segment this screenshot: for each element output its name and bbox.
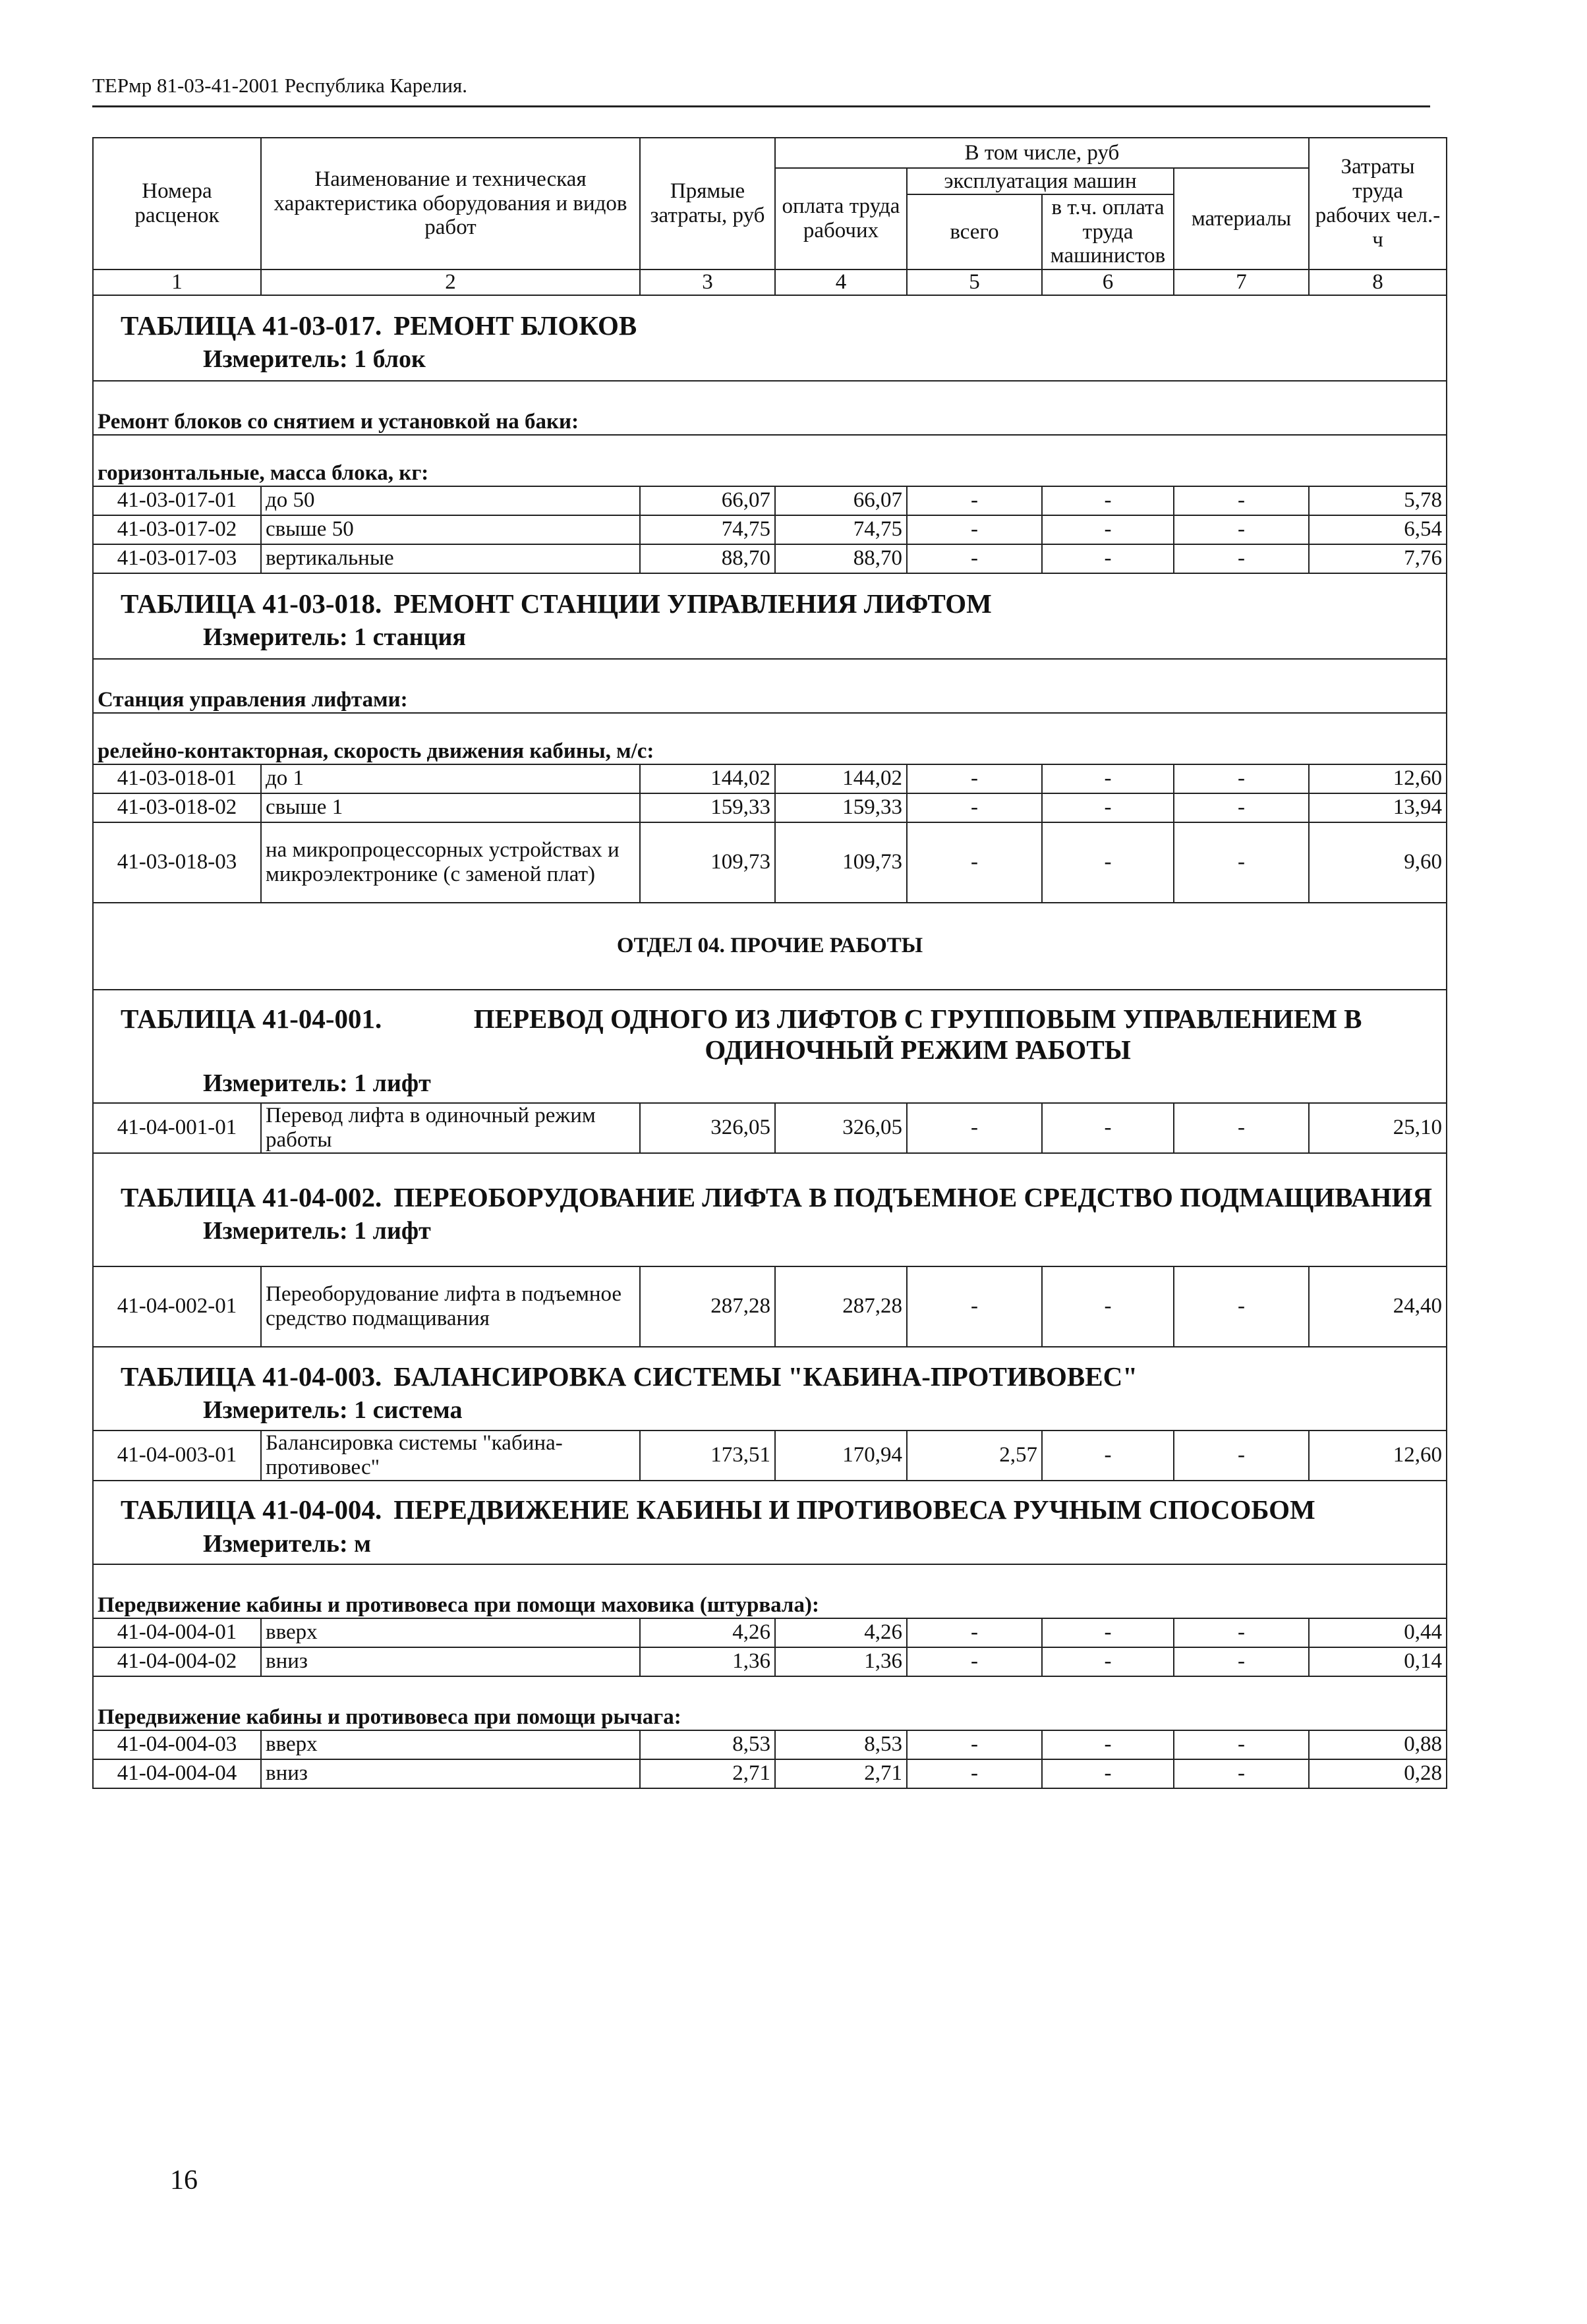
col-machines-header: эксплуатация машин	[907, 168, 1174, 194]
table-title: БАЛАНСИРОВКА СИСТЕМЫ "КАБИНА-ПРОТИВОВЕС"	[393, 1361, 1138, 1392]
work-name: свыше 50	[261, 515, 640, 544]
operator-wages: -	[1042, 515, 1174, 544]
unit-of-measure: Измеритель: 1 лифт	[203, 1217, 431, 1245]
table-row	[93, 486, 1447, 515]
table-row	[93, 1103, 1447, 1153]
machines-cost: -	[907, 764, 1042, 793]
unit-of-measure: Измеритель: м	[203, 1529, 372, 1558]
table-row	[93, 1266, 1447, 1347]
operator-wages: -	[1042, 544, 1174, 573]
wages-cost: 88,70	[775, 544, 907, 573]
operator-wages: -	[1042, 1730, 1174, 1759]
column-number-row	[93, 269, 1447, 295]
materials-cost: -	[1174, 1647, 1309, 1676]
table-row	[93, 793, 1447, 822]
rate-code: 41-04-003-01	[93, 1431, 261, 1481]
table-row	[93, 822, 1447, 903]
operator-wages: -	[1042, 1266, 1174, 1347]
price-table	[92, 137, 1447, 1789]
unit-of-measure: Измеритель: 1 блок	[203, 345, 426, 374]
labor-hours: 12,60	[1309, 764, 1447, 793]
table-label: ТАБЛИЦА 41-04-002.	[121, 1182, 382, 1213]
table-title: ПЕРЕОБОРУДОВАНИЕ ЛИФТА В ПОДЪЕМНОЕ СРЕДСТВО ПОДМАЩИВАНИЯ	[393, 1182, 1433, 1213]
direct-cost: 173,51	[640, 1431, 775, 1481]
subsection-heading: Станция управления лифтами:	[93, 659, 1447, 713]
labor-hours: 0,14	[1309, 1647, 1447, 1676]
materials-cost: -	[1174, 486, 1309, 515]
machines-cost: -	[907, 1266, 1042, 1347]
subsection-heading: Ремонт блоков со снятием и установкой на баки:	[93, 381, 1447, 435]
work-name: свыше 1	[261, 793, 640, 822]
unit-of-measure: Измеритель: 1 система	[203, 1396, 463, 1424]
machines-cost: -	[907, 793, 1042, 822]
table-row	[93, 544, 1447, 573]
table-title-block	[93, 295, 1447, 381]
operator-wages: -	[1042, 1431, 1174, 1481]
labor-hours: 7,76	[1309, 544, 1447, 573]
table-label: ТАБЛИЦА 41-03-018.	[121, 588, 382, 619]
table-row	[93, 1618, 1447, 1647]
table-label: ТАБЛИЦА 41-04-004.	[121, 1494, 382, 1525]
wages-cost: 170,94	[775, 1431, 907, 1481]
machines-cost: -	[907, 1730, 1042, 1759]
machines-cost: -	[907, 1103, 1042, 1153]
rate-code: 41-03-018-01	[93, 764, 261, 793]
machines-cost: -	[907, 1647, 1042, 1676]
table-title-block	[93, 1481, 1447, 1564]
unit-of-measure: Измеритель: 1 лифт	[203, 1069, 431, 1097]
operator-wages: -	[1042, 793, 1174, 822]
work-name: вниз	[261, 1647, 640, 1676]
col-number: 5	[907, 269, 1042, 295]
machines-cost: -	[907, 544, 1042, 573]
col-code-header: Номера расценок	[93, 138, 261, 269]
table-title-block	[93, 573, 1447, 659]
labor-hours: 9,60	[1309, 822, 1447, 903]
col-number: 4	[775, 269, 907, 295]
work-name: вниз	[261, 1759, 640, 1788]
subsection-heading: Передвижение кабины и противовеса при помощи маховика (штурвала):	[93, 1564, 1447, 1618]
rate-code: 41-03-017-02	[93, 515, 261, 544]
materials-cost: -	[1174, 1730, 1309, 1759]
col-number: 1	[93, 269, 261, 295]
labor-hours: 25,10	[1309, 1103, 1447, 1153]
work-name: вверх	[261, 1618, 640, 1647]
unit-of-measure: Измеритель: 1 станция	[203, 623, 466, 652]
operator-wages: -	[1042, 1759, 1174, 1788]
table-row	[93, 1730, 1447, 1759]
work-name: до 1	[261, 764, 640, 793]
materials-cost: -	[1174, 1103, 1309, 1153]
wages-cost: 66,07	[775, 486, 907, 515]
operator-wages: -	[1042, 822, 1174, 903]
table-row	[93, 1647, 1447, 1676]
direct-cost: 1,36	[640, 1647, 775, 1676]
col-mach-wages-header: в т.ч. оплата труда машинистов	[1042, 194, 1174, 269]
materials-cost: -	[1174, 515, 1309, 544]
machines-cost: -	[907, 822, 1042, 903]
col-mach-total-header: всего	[907, 194, 1042, 269]
table-title: РЕМОНТ СТАНЦИИ УПРАВЛЕНИЯ ЛИФТОМ	[393, 588, 992, 619]
col-direct-header: Прямые затраты, руб	[640, 138, 775, 269]
rate-code: 41-04-004-04	[93, 1759, 261, 1788]
wages-cost: 4,26	[775, 1618, 907, 1647]
table-title-block	[93, 1153, 1447, 1266]
operator-wages: -	[1042, 764, 1174, 793]
direct-cost: 287,28	[640, 1266, 775, 1347]
rate-code: 41-04-004-01	[93, 1618, 261, 1647]
direct-cost: 109,73	[640, 822, 775, 903]
machines-cost: -	[907, 486, 1042, 515]
labor-hours: 0,28	[1309, 1759, 1447, 1788]
col-name-header: Наименование и техническая характеристика оборудования и видов работ	[261, 138, 640, 269]
labor-hours: 6,54	[1309, 515, 1447, 544]
labor-hours: 0,44	[1309, 1618, 1447, 1647]
col-labor-header: Затраты труда рабочих чел.-ч	[1309, 138, 1447, 269]
table-title: РЕМОНТ БЛОКОВ	[393, 310, 637, 341]
rate-code: 41-03-017-01	[93, 486, 261, 515]
labor-hours: 24,40	[1309, 1266, 1447, 1347]
labor-hours: 13,94	[1309, 793, 1447, 822]
col-number: 6	[1042, 269, 1174, 295]
table-label: ТАБЛИЦА 41-03-017.	[121, 310, 382, 341]
direct-cost: 159,33	[640, 793, 775, 822]
subsection-heading: горизонтальные, масса блока, кг:	[93, 435, 1447, 486]
materials-cost: -	[1174, 544, 1309, 573]
direct-cost: 88,70	[640, 544, 775, 573]
table-title-block	[93, 990, 1447, 1103]
table-title: ПЕРЕВОД ОДНОГО ИЗ ЛИФТОВ С ГРУППОВЫМ УПРАВЛЕНИЕМ В ОДИНОЧНЫЙ РЕЖИМ РАБОТЫ	[473, 1003, 1362, 1065]
table-row	[93, 515, 1447, 544]
subsection-heading: релейно-контакторная, скорость движения кабины, м/с:	[93, 713, 1447, 764]
labor-hours: 5,78	[1309, 486, 1447, 515]
operator-wages: -	[1042, 1103, 1174, 1153]
operator-wages: -	[1042, 486, 1174, 515]
direct-cost: 8,53	[640, 1730, 775, 1759]
direct-cost: 2,71	[640, 1759, 775, 1788]
machines-cost: -	[907, 1759, 1042, 1788]
rate-code: 41-04-002-01	[93, 1266, 261, 1347]
direct-cost: 66,07	[640, 486, 775, 515]
labor-hours: 12,60	[1309, 1431, 1447, 1481]
direct-cost: 144,02	[640, 764, 775, 793]
table-title-block	[93, 1347, 1447, 1431]
wages-cost: 326,05	[775, 1103, 907, 1153]
col-number: 3	[640, 269, 775, 295]
work-name: до 50	[261, 486, 640, 515]
rate-code: 41-04-004-03	[93, 1730, 261, 1759]
page-number: 16	[170, 2165, 198, 2196]
wages-cost: 1,36	[775, 1647, 907, 1676]
wages-cost: 109,73	[775, 822, 907, 903]
col-number: 2	[261, 269, 640, 295]
subsection-heading: Передвижение кабины и противовеса при помощи рычага:	[93, 1676, 1447, 1730]
machines-cost: -	[907, 515, 1042, 544]
table-label: ТАБЛИЦА 41-04-003.	[121, 1361, 382, 1392]
wages-cost: 287,28	[775, 1266, 907, 1347]
col-wages-header: оплата труда рабочих	[775, 168, 907, 269]
labor-hours: 0,88	[1309, 1730, 1447, 1759]
work-name: вертикальные	[261, 544, 640, 573]
table-label: ТАБЛИЦА 41-04-001.	[121, 1003, 382, 1034]
col-number: 7	[1174, 269, 1309, 295]
machines-cost: -	[907, 1618, 1042, 1647]
materials-cost: -	[1174, 822, 1309, 903]
rate-code: 41-04-001-01	[93, 1103, 261, 1153]
rate-code: 41-04-004-02	[93, 1647, 261, 1676]
materials-cost: -	[1174, 793, 1309, 822]
materials-cost: -	[1174, 1431, 1309, 1481]
col-number: 8	[1309, 269, 1447, 295]
materials-cost: -	[1174, 1618, 1309, 1647]
work-name: Переоборудование лифта в подъемное средство подмащивания	[261, 1266, 640, 1347]
wages-cost: 8,53	[775, 1730, 907, 1759]
direct-cost: 326,05	[640, 1103, 775, 1153]
col-incl-header: В том числе, руб	[775, 138, 1309, 168]
work-name: Перевод лифта в одиночный режим работы	[261, 1103, 640, 1153]
materials-cost: -	[1174, 1759, 1309, 1788]
direct-cost: 74,75	[640, 515, 775, 544]
operator-wages: -	[1042, 1647, 1174, 1676]
section-heading: ОТДЕЛ 04. ПРОЧИЕ РАБОТЫ	[93, 903, 1447, 990]
work-name: на микропроцессорных устройствах и микроэлектронике (с заменой плат)	[261, 822, 640, 903]
wages-cost: 2,71	[775, 1759, 907, 1788]
wages-cost: 74,75	[775, 515, 907, 544]
table-row	[93, 764, 1447, 793]
header-divider	[92, 105, 1430, 107]
rate-code: 41-03-017-03	[93, 544, 261, 573]
work-name: вверх	[261, 1730, 640, 1759]
wages-cost: 144,02	[775, 764, 907, 793]
table-title: ПЕРЕДВИЖЕНИЕ КАБИНЫ И ПРОТИВОВЕСА РУЧНЫМ СПОСОБОМ	[393, 1494, 1315, 1525]
machines-cost: 2,57	[907, 1431, 1042, 1481]
rate-code: 41-03-018-03	[93, 822, 261, 903]
materials-cost: -	[1174, 1266, 1309, 1347]
wages-cost: 159,33	[775, 793, 907, 822]
column-header-row	[93, 138, 1447, 168]
col-materials-header: материалы	[1174, 168, 1309, 269]
operator-wages: -	[1042, 1618, 1174, 1647]
page-header: ТЕРмр 81-03-41-2001 Республика Карелия.	[92, 74, 468, 97]
table-row	[93, 1431, 1447, 1481]
work-name: Балансировка системы "кабина-противовес"	[261, 1431, 640, 1481]
materials-cost: -	[1174, 764, 1309, 793]
rate-code: 41-03-018-02	[93, 793, 261, 822]
direct-cost: 4,26	[640, 1618, 775, 1647]
table-row	[93, 1759, 1447, 1788]
